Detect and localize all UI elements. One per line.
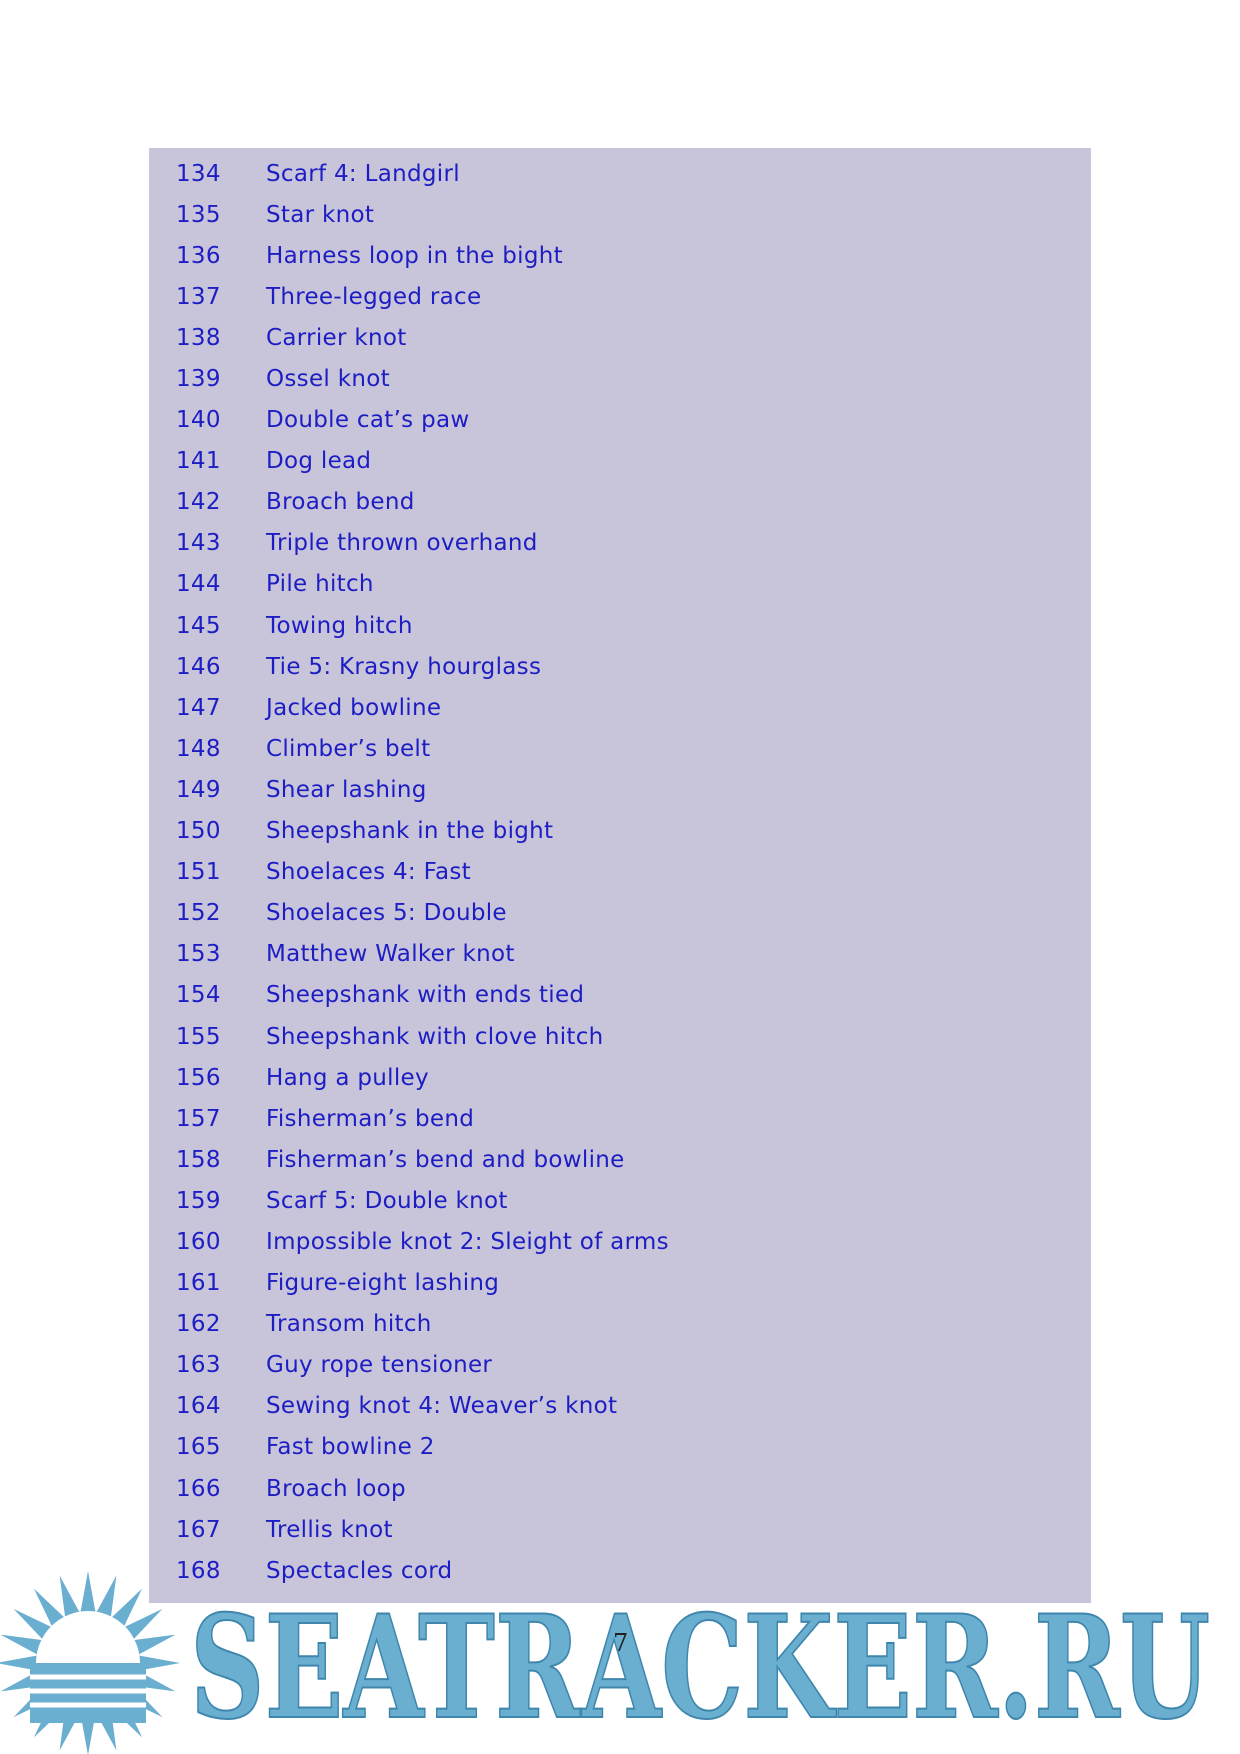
contents-row: [149, 1057, 1091, 1098]
contents-row: [149, 1098, 1091, 1139]
contents-row: [149, 1509, 1091, 1550]
entry-number: 141: [176, 448, 221, 475]
entry-title: Figure-eight lashing: [266, 1270, 500, 1297]
contents-row: [149, 317, 1091, 358]
entry-number: 168: [176, 1557, 221, 1584]
entry-title: Sheepshank with ends tied: [266, 982, 585, 1009]
entry-title: Ossel knot: [266, 366, 390, 393]
entry-title: Shear lashing: [266, 776, 427, 803]
entry-number: 150: [176, 818, 221, 845]
entry-title: Tie 5: Krasny hourglass: [266, 653, 542, 680]
entry-title: Sewing knot 4: Weaver’s knot: [266, 1393, 618, 1420]
page-number: 7: [613, 1629, 629, 1657]
entry-title: Hang a pulley: [266, 1064, 429, 1091]
entry-number: 139: [176, 366, 221, 393]
contents-row: [149, 893, 1091, 934]
contents-row: [149, 400, 1091, 441]
entry-number: 156: [176, 1064, 221, 1091]
entry-title: Jacked bowline: [266, 694, 442, 721]
entry-title: Transom hitch: [266, 1311, 432, 1338]
entry-number: 166: [176, 1475, 221, 1502]
contents-row: [149, 523, 1091, 564]
contents-row: [149, 1304, 1091, 1345]
entry-title: Broach loop: [266, 1475, 406, 1502]
entry-number: 145: [176, 612, 221, 639]
contents-row: [149, 1016, 1091, 1057]
watermark-logo: [0, 1565, 1240, 1754]
contents-row: [149, 811, 1091, 852]
contents-row: [149, 687, 1091, 728]
entry-title: Scarf 4: Landgirl: [266, 160, 460, 187]
entry-title: Spectacles cord: [266, 1557, 453, 1584]
entry-title: Matthew Walker knot: [266, 941, 515, 968]
contents-row: [149, 441, 1091, 482]
contents-row: [149, 482, 1091, 523]
entry-title: Climber’s belt: [266, 735, 431, 762]
entry-number: 163: [176, 1352, 221, 1379]
contents-row: [149, 975, 1091, 1016]
entry-number: 147: [176, 694, 221, 721]
entry-number: 148: [176, 735, 221, 762]
entry-number: 167: [176, 1516, 221, 1543]
entry-number: 161: [176, 1270, 221, 1297]
entry-number: 157: [176, 1105, 221, 1132]
entry-title: Trellis knot: [266, 1516, 393, 1543]
entry-title: Star knot: [266, 201, 375, 228]
contents-row: [149, 646, 1091, 687]
entry-title: Impossible knot 2: Sleight of arms: [266, 1228, 669, 1255]
entry-number: 152: [176, 900, 221, 927]
contents-row: [149, 235, 1091, 276]
entry-number: 146: [176, 653, 221, 680]
entry-number: 162: [176, 1311, 221, 1338]
entry-title: Pile hitch: [266, 571, 374, 598]
entry-title: Dog lead: [266, 448, 372, 475]
contents-row: [149, 1221, 1091, 1262]
entry-title: Towing hitch: [266, 612, 413, 639]
entry-title: Three-legged race: [266, 283, 482, 310]
entry-number: 165: [176, 1434, 221, 1461]
entry-title: Shoelaces 4: Fast: [266, 859, 471, 886]
entry-number: 143: [176, 530, 221, 557]
contents-row: [149, 153, 1091, 194]
entry-title: Double cat’s paw: [266, 407, 470, 434]
entry-title: Fisherman’s bend: [266, 1105, 475, 1132]
entry-title: Scarf 5: Double knot: [266, 1187, 508, 1214]
contents-row: [149, 728, 1091, 769]
contents-row: [149, 934, 1091, 975]
entry-number: 149: [176, 776, 221, 803]
contents-row: [149, 1427, 1091, 1468]
entry-number: 144: [176, 571, 221, 598]
entry-title: Triple thrown overhand: [266, 530, 538, 557]
entry-number: 151: [176, 859, 221, 886]
entry-title: Sheepshank with clove hitch: [266, 1023, 604, 1050]
contents-row: [149, 852, 1091, 893]
contents-row: [149, 358, 1091, 399]
entry-title: Carrier knot: [266, 324, 407, 351]
entry-title: Guy rope tensioner: [266, 1352, 493, 1379]
entry-number: 138: [176, 324, 221, 351]
contents-row: [149, 564, 1091, 605]
sun-icon: [0, 1571, 180, 1754]
entry-number: 140: [176, 407, 221, 434]
entry-title: Shoelaces 5: Double: [266, 900, 507, 927]
entry-title: Fisherman’s bend and bowline: [266, 1146, 625, 1173]
contents-panel: [149, 148, 1091, 1603]
entry-title: Broach bend: [266, 489, 415, 516]
contents-row: [149, 1468, 1091, 1509]
entry-number: 136: [176, 242, 221, 269]
contents-row: [149, 1180, 1091, 1221]
contents-row: [149, 1139, 1091, 1180]
entry-number: 135: [176, 201, 221, 228]
contents-list: [149, 153, 1091, 1591]
entry-number: 154: [176, 982, 221, 1009]
entry-title: Sheepshank in the bight: [266, 818, 554, 845]
contents-row: [149, 276, 1091, 317]
contents-row: [149, 1386, 1091, 1427]
contents-row: [149, 605, 1091, 646]
entry-title: Fast bowline 2: [266, 1434, 435, 1461]
entry-number: 134: [176, 160, 221, 187]
entry-number: 155: [176, 1023, 221, 1050]
contents-row: [149, 769, 1091, 810]
contents-row: [149, 194, 1091, 235]
entry-number: 158: [176, 1146, 221, 1173]
entry-number: 137: [176, 283, 221, 310]
contents-row: [149, 1345, 1091, 1386]
watermark-text: SEATRACKER.RU: [190, 1585, 1210, 1751]
entry-title: Harness loop in the bight: [266, 242, 563, 269]
entry-number: 160: [176, 1228, 221, 1255]
entry-number: 159: [176, 1187, 221, 1214]
entry-number: 153: [176, 941, 221, 968]
contents-row: [149, 1263, 1091, 1304]
entry-number: 164: [176, 1393, 221, 1420]
entry-number: 142: [176, 489, 221, 516]
